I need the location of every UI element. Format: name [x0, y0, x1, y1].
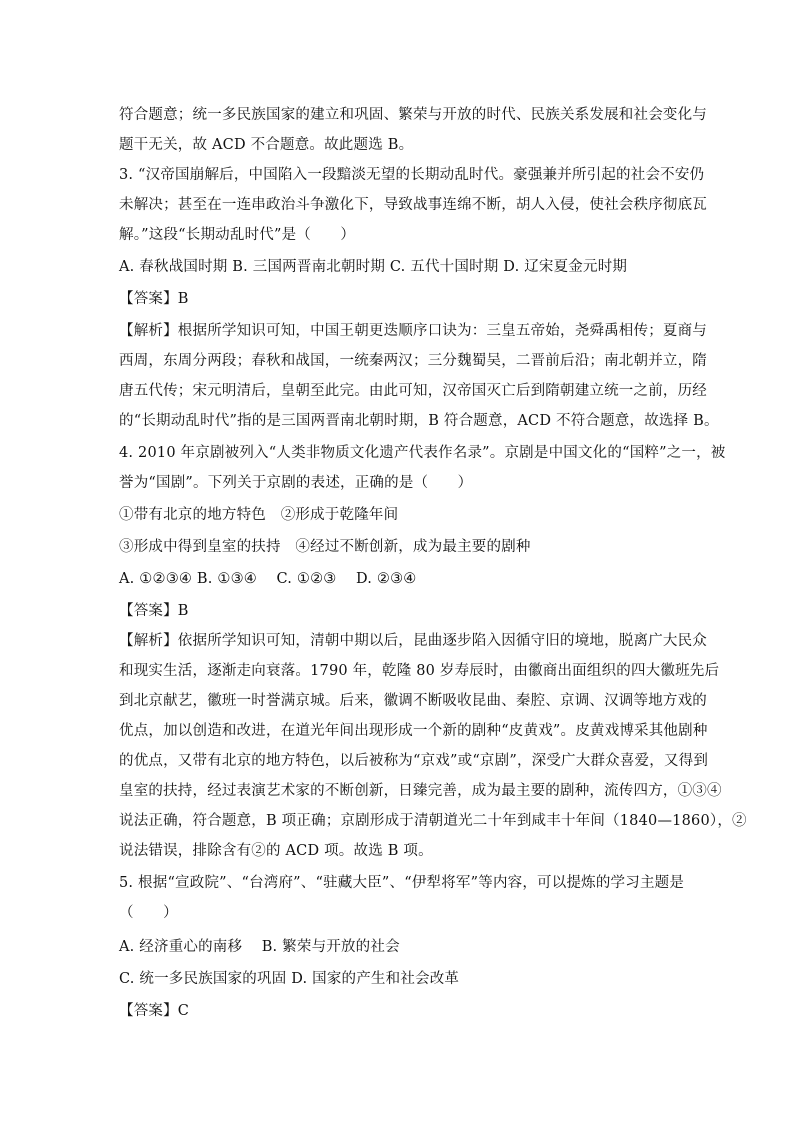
analysis-text: 【解析】依据所学知识可知，清朝中期以后，昆曲逐步陷入因循守旧的境地，脱离广大民众 — [119, 633, 707, 649]
question-5-options: A. 经济重心的南移 B. 繁荣与开放的社会 — [119, 939, 400, 955]
question-3-options: A. 春秋战国时期 B. 三国两晋南北朝时期 C. 五代十国时期 D. 辽宋夏金元时期 — [119, 259, 628, 275]
question-4-options: A. ①②③④ B. ①③④ C. ①②③ D. ②③④ — [119, 571, 417, 587]
question-3-stem: 3. “汉帝国崩解后，中国陷入一段黯淡无望的长期动乱时代。豪强兼并所引起的社会不安仍 — [119, 167, 705, 183]
answer-label: 【答案】B — [119, 291, 189, 307]
text-line: 解。”这段“长期动乱时代”是（ ） — [119, 227, 356, 243]
question-4-statements: ③形成中得到皇室的扶持 ④经过不断创新，成为最主要的剧种 — [119, 539, 531, 555]
text-line: 说法正确，符合题意，B 项正确；京剧形成于清朝道光二十年到咸丰十年间（1840—1860），② — [119, 813, 747, 829]
text-line: 和现实生活，逐渐走向衰落。1790 年，乾隆 80 岁寿辰时，由徽商出面组织的四大徽班先后 — [119, 663, 720, 679]
analysis-text: 【解析】根据所学知识可知，中国王朝更迭顺序口诀为：三皇五帝始，尧舜禹相传；夏商与 — [119, 323, 707, 339]
question-4-statements: ①带有北京的地方特色 ②形成于乾隆年间 — [119, 507, 399, 523]
text-line: 优点，加以创造和改进，在道光年间出现形成一个新的剧种“皮黄戏”。皮黄戏博采其他剧种 — [119, 723, 708, 739]
text-line: 的“长期动乱时代”指的是三国两晋南北朝时期，B 符合题意，ACD 不符合题意，故选择 B。 — [119, 413, 719, 429]
question-5-stem: 5. 根据“宣政院”、“台湾府”、“驻藏大臣”、“伊犁将军”等内容，可以提炼的学习主题是 — [119, 875, 685, 891]
text-line: 未解决；甚至在一连串政治斗争激化下，导致战事连绵不断，胡人入侵，使社会秩序彻底瓦 — [119, 197, 707, 213]
question-5-options: C. 统一多民族国家的巩固 D. 国家的产生和社会改革 — [119, 971, 460, 987]
text-line: 西周，东周分两段；春秋和战国，一统秦两汉；三分魏蜀吴，二晋前后沿；南北朝并立，隋 — [119, 353, 707, 369]
question-4-stem: 4. 2010 年京剧被列入“人类非物质文化遗产代表作名录”。京剧是中国文化的“国粹”之一，被 — [119, 445, 726, 461]
text-line: 唐五代传；宋元明清后，皇朝至此完。由此可知，汉帝国灭亡后到隋朝建立统一之前，历经 — [119, 383, 707, 399]
text-line: 的优点，又带有北京的地方特色，以后被称为“京戏”或“京剧”，深受广大群众喜爱，又得到 — [119, 753, 709, 769]
text-line: 题干无关，故 ACD 不合题意。故此题选 B。 — [119, 137, 414, 153]
text-line: 说法错误，排除含有②的 ACD 项。故选 B 项。 — [119, 843, 433, 859]
answer-label: 【答案】B — [119, 603, 189, 619]
text-line: 誉为“国剧”。下列关于京剧的表述，正确的是（ ） — [119, 475, 473, 491]
answer-label: 【答案】C — [119, 1003, 190, 1019]
text-line: 皇室的扶持，经过表演艺术家的不断创新，日臻完善，成为最主要的剧种，流传四方，①③④ — [119, 783, 722, 799]
text-line: 符合题意；统一多民族国家的建立和巩固、繁荣与开放的时代、民族关系发展和社会变化与 — [119, 107, 707, 123]
text-line: （ ） — [119, 905, 178, 921]
text-line: 到北京献艺，徽班一时誉满京城。后来，徽调不断吸收昆曲、秦腔、京调、汉调等地方戏的 — [119, 693, 707, 709]
